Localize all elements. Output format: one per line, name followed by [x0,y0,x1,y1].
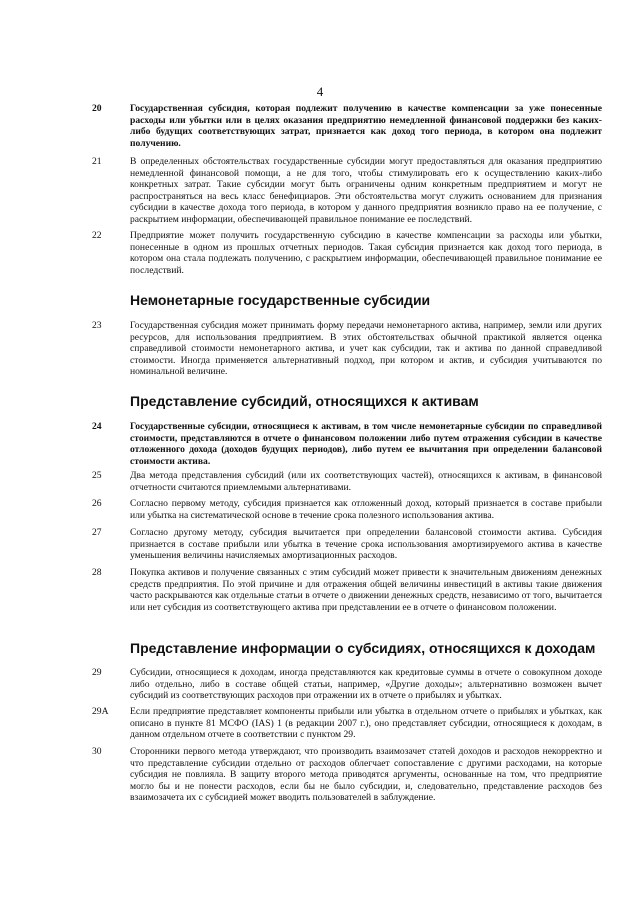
paragraph-number: 28 [92,567,102,578]
paragraph-25 [92,470,602,493]
paragraph-text: Согласно первому методу, субсидия признается как отложенный доход, который признается в составе прибыли или убытка на систематической основе в течение срока полезного использования актива. [130,498,602,521]
paragraph-29 [92,667,602,702]
paragraph-24 [92,421,602,467]
paragraph-number: 23 [92,320,102,331]
paragraph-text: Согласно другому методу, субсидия вычитается при определении балансовой стоимости актива. Субсидия признается в составе прибыли или убытка в течение срока использования амортизируемого актива в качестве уменьшения величины начисляемых амортизационных расходов. [130,527,602,562]
section-heading-assets: Представление субсидий, относящихся к активам [130,393,479,409]
paragraph-number: 27 [92,527,102,538]
paragraph-20 [92,103,602,149]
page-number: 4 [316,84,324,99]
paragraph-number: 24 [92,421,102,432]
paragraph-text: В определенных обстоятельствах государственные субсидии могут предоставляться для оказания предприятию немедленной финансовой помощи, а не для того, чтобы стимулировать его к осуществлению каких-либо конкретных затрат. Такие субсидии могут быть ограничены одним конкретным предприятием и могут не распространяться на весь класс бенефициаров. Эти обстоятельства могут служить основанием для признания субсидии в качестве дохода того периода, в котором у данного предприятия возникло право на ее получение, с раскрытием информации, обеспечивающей правильное понимание ее последствий. [130,156,602,225]
paragraph-number: 29A [92,706,109,717]
paragraph-number: 22 [92,230,102,241]
paragraph-text: Если предприятие представляет компоненты прибыли или убытка в отдельном отчете о прибылях и убытках, как описано в пункте 81 МСФО (IAS) 1 (в редакции 2007 г.), оно представляет субсидии, относящиеся к доходам, в данном отдельном отчете в соответствии с пунктом 29. [130,706,602,741]
paragraph-27 [92,527,602,562]
paragraph-number: 20 [92,103,102,114]
paragraph-29a [92,706,602,741]
paragraph-28 [92,567,602,613]
paragraph-number: 25 [92,470,102,481]
paragraph-text: Государственные субсидии, относящиеся к активам, в том числе немонетарные субсидии по справедливой стоимости, представляются в отчете о финансовом положении либо путем отражения субсидии в качестве отложенного дохода (доходов будущих периодов), либо путем ее вычитания при определении балансовой стоимости актива. [130,421,602,467]
paragraph-text: Предприятие может получить государственную субсидию в качестве компенсации за расходы или убытки, понесенные в одном из прошлых отчетных периодов. Такая субсидия признается как доход того периода, в котором она стала подлежать получению, с раскрытием информации, обеспечивающей правильное понимание ее последствий. [130,230,602,276]
paragraph-26 [92,498,602,521]
paragraph-text: Субсидии, относящиеся к доходам, иногда представляются как кредитовые суммы в отчете о совокупном доходе либо отдельно, либо в составе общей статьи, например, «Другие доходы»; альтернативно возможен вычет субсидий из соответствующих расходов при отражении их в отчете о прибылях и убытках. [130,667,602,702]
paragraph-text: Два метода представления субсидий (или их соответствующих частей), относящихся к активам, в финансовой отчетности считаются приемлемыми альтернативами. [130,470,602,493]
section-heading-income: Представление информации о субсидиях, относящихся к доходам [130,640,596,656]
paragraph-number: 29 [92,667,102,678]
paragraph-30 [92,746,602,804]
paragraph-number: 26 [92,498,102,509]
paragraph-22 [92,230,602,276]
paragraph-number: 30 [92,746,102,757]
paragraph-number: 21 [92,156,102,167]
paragraph-23 [92,320,602,378]
paragraph-text: Сторонники первого метода утверждают, что производить взаимозачет статей доходов и расходов некорректно и что представление субсидии отдельно от расходов облегчает сопоставление с другими расходами, на которые субсидия не повлияла. В защиту второго метода приводятся аргументы, основанные на том, что предприятие могло бы и не понести расходов, если бы не было субсидии, и, следовательно, представление расходов без взаимозачета их с субсидией может вводить пользователей в заблуждение. [130,746,602,804]
paragraph-21 [92,156,602,226]
section-heading-nonmonetary: Немонетарные государственные субсидии [130,292,431,308]
paragraph-text: Государственная субсидия может принимать форму передачи немонетарного актива, например, земли или других ресурсов, для использования предприятием. В этих обстоятельствах обычной практикой является оценка справедливой стоимости немонетарного актива, и учет как субсидии, так и актива по данной справедливой стоимости. Иногда применяется альтернативный подход, при котором и актив, и субсидия учитываются по номинальной величине. [130,320,602,378]
paragraph-text: Государственная субсидия, которая подлежит получению в качестве компенсации за уже понесенные расходы или убытки или в целях оказания предприятию немедленной финансовой поддержки без каких-либо будущих соответствующих затрат, признается как доход того периода, в котором она подлежит получению. [130,103,602,149]
paragraph-text: Покупка активов и получение связанных с этим субсидий может привести к значительным движениям денежных средств предприятия. По этой причине и для отражения общей величины инвестиций в активы такие движения часто раскрываются как отдельные статьи в отчете о движении денежных средств, независимо от того, вычитается или нет субсидия из соответствующего актива при представлении ее в отчете о финансовом положении. [130,567,602,613]
